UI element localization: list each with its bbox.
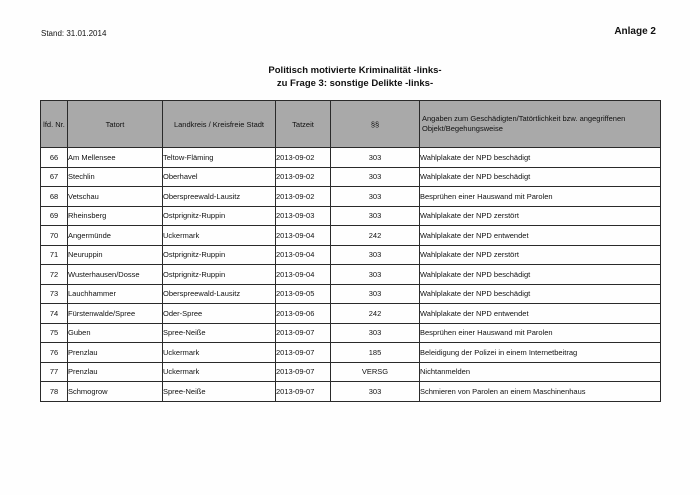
table-header-row [41,101,661,148]
cell-angaben: Wahlplakate der NPD beschädigt [420,265,661,285]
cell-nr: 70 [41,226,68,246]
cell-landkreis: Ostprignitz-Ruppin [163,206,276,226]
document-title: Politisch motivierte Kriminalität -links- [268,65,442,76]
cell-angaben: Nichtanmelden [420,362,661,382]
cell-angaben: Wahlplakate der NPD entwendet [420,304,661,324]
cell-tatort: Vetschau [68,187,163,207]
cell-angaben: Wahlplakate der NPD zerstört [420,206,661,226]
cell-nr: 71 [41,245,68,265]
cell-landkreis: Uckermark [163,362,276,382]
cell-tatzeit: 2013-09-07 [276,382,331,402]
table-row [41,343,661,363]
cell-tatort: Am Mellensee [68,148,163,168]
cell-tatort: Neuruppin [68,245,163,265]
cell-paragraphen: 303 [331,265,420,285]
cell-tatzeit: 2013-09-03 [276,206,331,226]
column-header-nr: lfd. Nr. [41,101,68,148]
cell-tatort: Guben [68,323,163,343]
cell-tatort: Wusterhausen/Dosse [68,265,163,285]
cell-nr: 75 [41,323,68,343]
cell-landkreis: Spree-Neiße [163,323,276,343]
cell-landkreis: Ostprignitz-Ruppin [163,265,276,285]
cell-tatort: Angermünde [68,226,163,246]
cell-landkreis: Ostprignitz-Ruppin [163,245,276,265]
cell-tatzeit: 2013-09-04 [276,245,331,265]
cell-nr: 77 [41,362,68,382]
cell-tatort: Stechlin [68,167,163,187]
incident-table [40,100,661,402]
cell-tatzeit: 2013-09-05 [276,284,331,304]
cell-landkreis: Oder-Spree [163,304,276,324]
cell-tatzeit: 2013-09-07 [276,343,331,363]
cell-landkreis: Uckermark [163,226,276,246]
cell-angaben: Wahlplakate der NPD beschädigt [420,148,661,168]
cell-paragraphen: 303 [331,284,420,304]
cell-paragraphen: 242 [331,226,420,246]
cell-nr: 73 [41,284,68,304]
column-header-tatzeit: Tatzeit [276,101,331,148]
table-row [41,323,661,343]
cell-landkreis: Oberhavel [163,167,276,187]
cell-nr: 68 [41,187,68,207]
cell-paragraphen: 303 [331,382,420,402]
table-row [41,226,661,246]
cell-tatort: Prenzlau [68,362,163,382]
cell-tatort: Rheinsberg [68,206,163,226]
cell-angaben: Besprühen einer Hauswand mit Parolen [420,187,661,207]
cell-nr: 78 [41,382,68,402]
cell-paragraphen: 303 [331,148,420,168]
cell-landkreis: Uckermark [163,343,276,363]
cell-paragraphen: 303 [331,206,420,226]
table-body [41,148,661,402]
attachment-label: Anlage 2 [614,26,656,37]
table-row [41,265,661,285]
column-header-landkreis: Landkreis / Kreisfreie Stadt [163,101,276,148]
cell-tatzeit: 2013-09-02 [276,187,331,207]
cell-tatzeit: 2013-09-07 [276,323,331,343]
cell-landkreis: Oberspreewald-Lausitz [163,187,276,207]
cell-nr: 69 [41,206,68,226]
cell-tatzeit: 2013-09-02 [276,167,331,187]
cell-nr: 76 [41,343,68,363]
table-row [41,304,661,324]
cell-paragraphen: 185 [331,343,420,363]
cell-angaben: Besprühen einer Hauswand mit Parolen [420,323,661,343]
cell-paragraphen: VERSG [331,362,420,382]
cell-tatzeit: 2013-09-06 [276,304,331,324]
cell-tatort: Schmogrow [68,382,163,402]
cell-nr: 74 [41,304,68,324]
cell-paragraphen: 303 [331,245,420,265]
cell-tatzeit: 2013-09-04 [276,226,331,246]
table-row [41,382,661,402]
document-subtitle: zu Frage 3: sonstige Delikte -links- [276,78,434,89]
table-row [41,148,661,168]
cell-nr: 67 [41,167,68,187]
cell-angaben: Wahlplakate der NPD beschädigt [420,167,661,187]
cell-landkreis: Teltow-Fläming [163,148,276,168]
cell-paragraphen: 303 [331,167,420,187]
cell-tatzeit: 2013-09-07 [276,362,331,382]
table-row [41,284,661,304]
table-row [41,167,661,187]
cell-tatort: Fürstenwalde/Spree [68,304,163,324]
table-row [41,206,661,226]
cell-nr: 72 [41,265,68,285]
table-row [41,362,661,382]
column-header-paragraphen: §§ [331,101,420,148]
cell-landkreis: Oberspreewald-Lausitz [163,284,276,304]
cell-tatort: Lauchhammer [68,284,163,304]
cell-tatort: Prenzlau [68,343,163,363]
cell-paragraphen: 303 [331,323,420,343]
table-row [41,245,661,265]
cell-angaben: Schmieren von Parolen an einem Maschinenhaus [420,382,661,402]
cell-tatzeit: 2013-09-02 [276,148,331,168]
cell-nr: 66 [41,148,68,168]
column-header-tatort: Tatort [68,101,163,148]
cell-angaben: Wahlplakate der NPD beschädigt [420,284,661,304]
column-header-angaben: Angaben zum Geschädigten/Tatörtlichkeit bzw. angegriffenen Objekt/Begehungsweise [420,101,661,148]
cell-angaben: Wahlplakate der NPD zerstört [420,245,661,265]
cell-tatzeit: 2013-09-04 [276,265,331,285]
table-row [41,187,661,207]
cell-paragraphen: 303 [331,187,420,207]
cell-landkreis: Spree-Neiße [163,382,276,402]
stand-date: Stand: 31.01.2014 [41,29,107,38]
cell-angaben: Beleidigung der Polizei in einem Internetbeitrag [420,343,661,363]
cell-angaben: Wahlplakate der NPD entwendet [420,226,661,246]
cell-paragraphen: 242 [331,304,420,324]
